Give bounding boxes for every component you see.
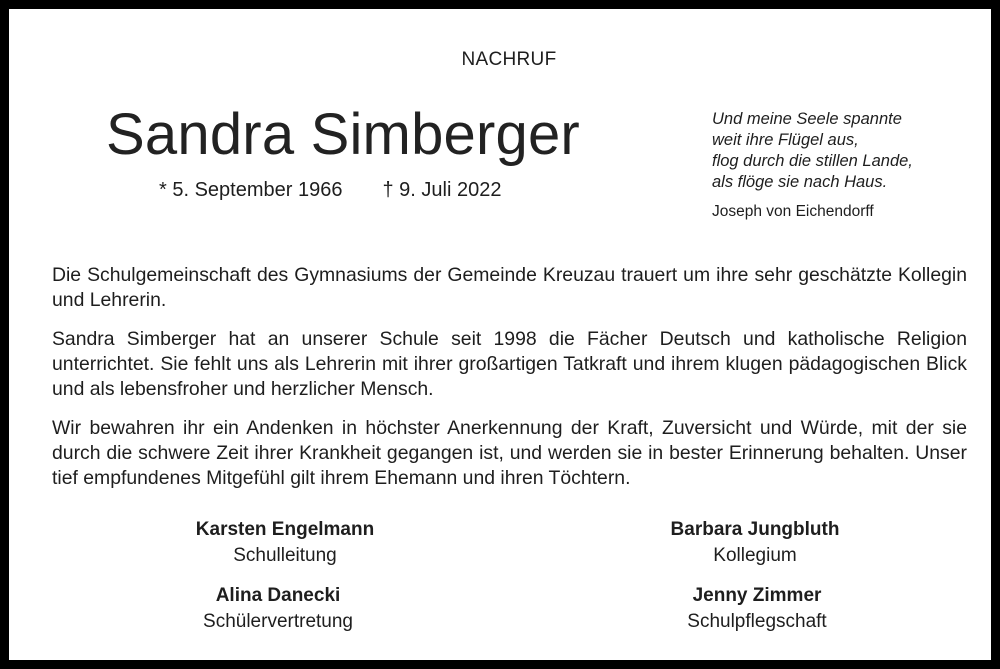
life-dates: [159, 177, 501, 203]
signatory-role: Kollegium: [713, 545, 797, 566]
deceased-name: Sandra Simberger: [106, 102, 580, 167]
poem-line: weit ihre Flügel aus,: [712, 131, 859, 149]
signatory-name: Jenny Zimmer: [692, 585, 822, 606]
signatory-name: Barbara Jungbluth: [670, 519, 840, 540]
poem-quote: [712, 109, 913, 193]
signatory-name: Karsten Engelmann: [195, 519, 375, 540]
poem-line: als flöge sie nach Haus.: [712, 173, 888, 191]
death-date: † 9. Juli 2022: [382, 179, 502, 201]
body-paragraph: Wir bewahren ihr ein Andenken in höchster Anerkennung der Kraft, Zuversicht und Würde, mit der sie durch die schwere Zeit ihrer Krankheit gegangen ist, und werden sie in bester Erinnerung behalten. Unser tief empfundenes Mitgefühl gilt ihrem Ehemann und ihren Töchtern.: [52, 417, 967, 489]
poem-line: Und meine Seele spannte: [712, 110, 902, 128]
signatory: [135, 517, 435, 569]
signatory-role: Schulleitung: [233, 545, 337, 566]
notice-header: NACHRUF: [461, 49, 557, 70]
body-paragraph: Sandra Simberger hat an unserer Schule seit 1998 die Fächer Deutsch und katholische Religion unterrichtet. Sie fehlt uns als Lehrerin mit ihrer großartigen Tatkraft und ihrem klugen pädagogischen Blick und als lebensfroher und herzlicher Mensch.: [52, 328, 967, 400]
birth-date: * 5. September 1966: [159, 179, 343, 201]
signatory: [605, 517, 905, 569]
poem-author: Joseph von Eichendorff: [712, 203, 874, 220]
signatory-role: Schülervertretung: [203, 611, 353, 632]
body-paragraph: Die Schulgemeinschaft des Gymnasiums der Gemeinde Kreuzau trauert um ihre sehr geschätzte Kollegin und Lehrerin.: [52, 264, 967, 311]
signatory: [128, 583, 428, 635]
poem-line: flog durch die stillen Lande,: [712, 152, 913, 170]
signatory: [607, 583, 907, 635]
signatory-role: Schulpflegschaft: [687, 611, 827, 632]
signatory-name: Alina Danecki: [215, 585, 341, 606]
